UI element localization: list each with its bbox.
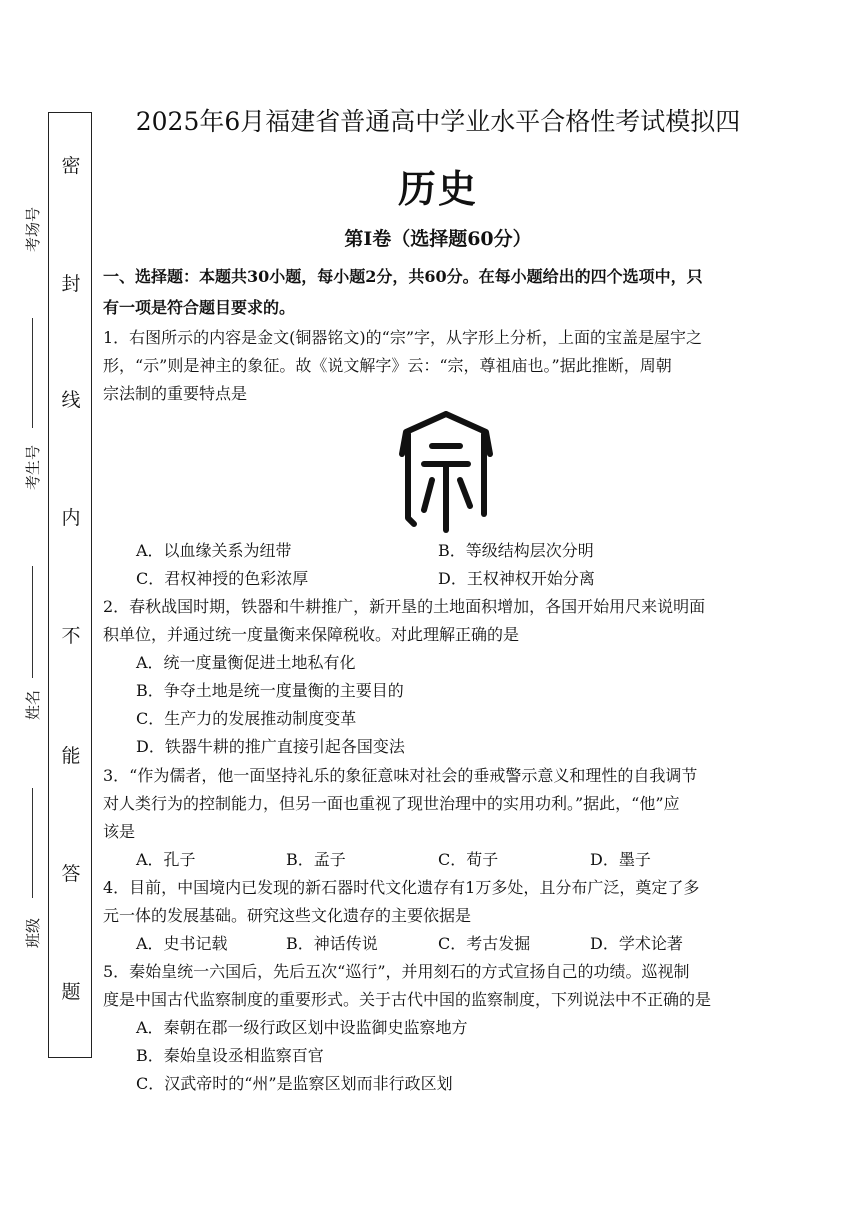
question-2-line: 2．春秋战国时期，铁器和牛耕推广，新开垦的土地面积增加，各国开始用尺来说明面	[103, 597, 706, 616]
question-4-option-d: D．学术论著	[590, 934, 683, 953]
seal-char: 封	[61, 273, 81, 295]
question-2-option-a: A．统一度量衡促进土地私有化	[136, 653, 356, 672]
question-4-option-a: A．史书记载	[136, 934, 228, 953]
question-2-option-b: B．争夺土地是统一度量衡的主要目的	[136, 681, 404, 700]
question-1-line: 形，“示”则是神主的象征。故《说文解字》云：“宗，尊祖庙也。”据此推断，周朝	[103, 356, 672, 375]
question-3-option-c: C．荀子	[438, 850, 499, 869]
question-5-line: 5．秦始皇统一六国后，先后五次“巡行”，并用刻石的方式宣扬自己的功绩。巡视制	[103, 962, 690, 981]
seal-box	[48, 112, 92, 1058]
question-2-option-d: D．铁器牛耕的推广直接引起各国变法	[136, 737, 405, 756]
question-4-option-b: B．神话传说	[286, 934, 378, 953]
question-2-line: 积单位，并通过统一度量衡来保障税收。对此理解正确的是	[103, 625, 520, 644]
candidate-number-line	[32, 566, 33, 678]
seal-char: 内	[61, 507, 81, 529]
question-3-option-a: A．孔子	[136, 850, 196, 869]
question-5-option-a: A．秦朝在郡一级行政区划中设监御史监察地方	[136, 1018, 468, 1037]
bronze-zong-character-image	[398, 410, 494, 534]
instruction-line: 有一项是符合题目要求的。	[103, 298, 296, 317]
seal-char: 不	[61, 625, 81, 647]
section-title: 第Ⅰ卷（选择题60分）	[344, 228, 532, 250]
question-1-line: 宗法制的重要特点是	[103, 384, 248, 403]
question-1-option-c: C．君权神授的色彩浓厚	[136, 569, 309, 588]
exam-title: 2025年6月福建省普通高中学业水平合格性考试模拟四	[135, 107, 741, 136]
question-3-option-d: D．墨子	[590, 850, 651, 869]
candidate-number-label: 考生号	[24, 444, 42, 490]
question-3-line: 该是	[103, 822, 136, 841]
exam-room-line	[32, 318, 33, 428]
exam-room-label: 考场号	[24, 206, 42, 252]
class-label: 班级	[24, 917, 42, 948]
question-1-line: 1．右图所示的内容是金文(铜器铭文)的“宗”字，从字形上分析，上面的宝盖是屋宇之	[103, 328, 703, 347]
question-1-option-b: B．等级结构层次分明	[438, 541, 594, 560]
question-2-option-c: C．生产力的发展推动制度变革	[136, 709, 357, 728]
question-4-line: 4．目前，中国境内已发现的新石器时代文化遗存有1万多处，且分布广泛，奠定了多	[103, 878, 700, 897]
question-5-option-c: C．汉武帝时的“州”是监察区划而非行政区划	[136, 1074, 453, 1093]
question-5-line: 度是中国古代监察制度的重要形式。关于古代中国的监察制度，下列说法中不正确的是	[103, 990, 712, 1009]
seal-char: 题	[61, 981, 81, 1003]
seal-char: 密	[61, 155, 81, 177]
question-1-option-a: A．以血缘关系为纽带	[136, 541, 292, 560]
seal-char: 能	[61, 745, 81, 767]
question-3-option-b: B．孟子	[286, 850, 346, 869]
question-1-option-d: D．王权神权开始分离	[438, 569, 595, 588]
name-line	[32, 788, 33, 898]
question-4-line: 元一体的发展基础。研究这些文化遗存的主要依据是	[103, 906, 472, 925]
seal-char: 答	[61, 863, 81, 885]
name-label: 姓名	[24, 689, 42, 720]
instruction-line: 一、选择题：本题共30小题，每小题2分，共60分。在每小题给出的四个选项中，只	[103, 267, 703, 286]
question-3-line: 3．“作为儒者，他一面坚持礼乐的象征意味对社会的垂戒警示意义和理性的自我调节	[103, 766, 698, 785]
question-3-line: 对人类行为的控制能力，但另一面也重视了现世治理中的实用功利。”据此，“他”应	[103, 794, 680, 813]
seal-char: 线	[61, 389, 81, 411]
question-5-option-b: B．秦始皇设丞相监察百官	[136, 1046, 324, 1065]
question-4-option-c: C．考古发掘	[438, 934, 531, 953]
subject-title: 历史	[397, 166, 478, 211]
